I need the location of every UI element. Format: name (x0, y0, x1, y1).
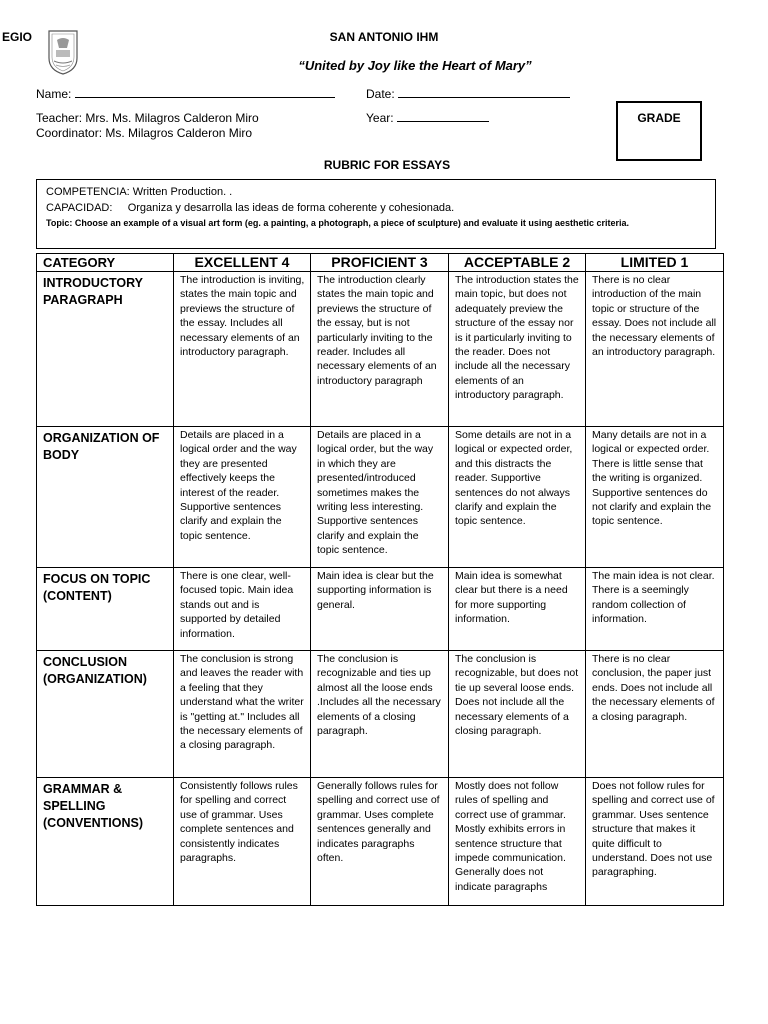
school-motto: “United by Joy like the Heart of Mary” (298, 58, 532, 73)
header-acceptable: ACCEPTABLE 2 (449, 254, 586, 272)
cell-excellent: There is one clear, well-focused topic. Main idea stands out and is supported by detailed information. (174, 568, 311, 651)
cell-limited: The main idea is not clear. There is a seemingly random collection of information. (586, 568, 724, 651)
row-category: FOCUS ON TOPIC (CONTENT) (37, 568, 174, 651)
table-row (37, 778, 724, 906)
cell-acceptable: Some details are not in a logical or expected order, and this distracts the reader. Supportive sentences do not always clarify and explain the topic sentence. (449, 427, 586, 568)
header-limited: LIMITED 1 (586, 254, 724, 272)
row-category: ORGANIZATION OF BODY (37, 427, 174, 568)
date-line[interactable] (398, 87, 570, 98)
capacidad-line (46, 200, 706, 216)
table-row (37, 427, 724, 568)
name-field[interactable] (36, 87, 335, 101)
cell-proficient: Generally follows rules for spelling and correct use of grammar. Uses complete sentences generally and indicates paragraphs often. (311, 778, 449, 906)
cell-limited: Many details are not in a logical or expected order. There is little sense that the writing is organized. Supportive sentences do not clarify and explain the topic sentence. (586, 427, 724, 568)
table-row (37, 568, 724, 651)
cell-proficient: Details are placed in a logical order, but the way in which they are presented/introduced sometimes makes the writing less interesting. Supportive sentences clarify and explain the topic sentence. (311, 427, 449, 568)
row-category: INTRODUCTORY PARAGRAPH (37, 272, 174, 427)
cell-acceptable: The conclusion is recognizable, but does not tie up several loose ends. Does not include all the necessary elements of a closing paragraph. (449, 651, 586, 778)
row-category: GRAMMAR & SPELLING (CONVENTIONS) (37, 778, 174, 906)
topic-label: Topic: (46, 218, 73, 228)
capacidad-text: Organiza y desarrolla las ideas de forma coherente y cohesionada. (127, 202, 455, 214)
header-proficient: PROFICIENT 3 (311, 254, 449, 272)
name-line[interactable] (75, 87, 335, 98)
name-label: Name: (36, 87, 72, 101)
row-category: CONCLUSION (ORGANIZATION) (37, 651, 174, 778)
cell-limited: There is no clear introduction of the main topic or structure of the essay. Does not include all the necessary elements of an introductory paragraph. (586, 272, 724, 427)
year-field[interactable] (366, 111, 489, 125)
cell-excellent: The conclusion is strong and leaves the reader with a feeling that they understand what the writer is "getting at." Includes all the necessary elements of a closing paragraph. (174, 651, 311, 778)
school-name-fragment: EGIO (2, 30, 33, 44)
cell-excellent: The introduction is inviting, states the main topic and previews the structure of the essay. Includes all necessary elements of an introductory paragraph. (174, 272, 311, 427)
topic-line (46, 217, 706, 229)
table-row (37, 272, 724, 427)
cell-acceptable: Mostly does not follow rules of spelling and correct use of grammar. Mostly exhibits errors in sentence structure that impede communication. Generally does not indicate paragraphs (449, 778, 586, 906)
school-name: SAN ANTONIO IHM (329, 30, 439, 44)
table-header-row (37, 254, 724, 272)
header-excellent: EXCELLENT 4 (174, 254, 311, 272)
coordinator-text: Coordinator: Ms. Milagros Calderon Miro (36, 126, 253, 140)
competency-box (36, 179, 716, 249)
date-label: Date: (366, 87, 395, 101)
cell-acceptable: The introduction states the main topic, but does not adequately preview the structure of the essay nor is it particularly inviting to the reader. Does not include all the necessary elements of an introductory paragraph. (449, 272, 586, 427)
header-category: CATEGORY (37, 254, 174, 272)
table-row (37, 651, 724, 778)
cell-proficient: The conclusion is recognizable and ties up almost all the loose ends .Includes all the necessary elements of a closing paragraph. (311, 651, 449, 778)
cell-proficient: The introduction clearly states the main topic and previews the structure of the essay, but is not particularly inviting to the reader. Includes all necessary elements of an introductory paragraph (311, 272, 449, 427)
cell-proficient: Main idea is clear but the supporting information is general. (311, 568, 449, 651)
teacher-text: Teacher: Mrs. Ms. Milagros Calderon Miro (36, 111, 259, 125)
rubric-title: RUBRIC FOR ESSAYS (323, 158, 451, 172)
date-field[interactable] (366, 87, 570, 101)
year-line[interactable] (397, 111, 489, 122)
cell-limited: Does not follow rules for spelling and correct use of grammar. Uses sentence structure that makes it quite difficult to understand. Does not use paragraphing. (586, 778, 724, 906)
cell-excellent: Details are placed in a logical order and the way they are presented effectively keeps the interest of the reader. Supportive sentences clarify and explain the topic sentence. (174, 427, 311, 568)
cell-limited: There is no clear conclusion, the paper just ends. Does not include all the necessary elements of a closing paragraph. (586, 651, 724, 778)
competencia-line: COMPETENCIA: Written Production. . (46, 186, 233, 198)
capacidad-label: CAPACIDAD: (46, 202, 113, 214)
topic-text: Choose an example of a visual art form (eg. a painting, a photograph, a piece of sculpture) and evaluate it using aesthetic criteria. (74, 218, 629, 228)
rubric-table (36, 253, 724, 906)
cell-acceptable: Main idea is somewhat clear but there is a need for more supporting information. (449, 568, 586, 651)
grade-label: GRADE (637, 111, 681, 125)
year-label: Year: (366, 111, 394, 125)
cell-excellent: Consistently follows rules for spelling and correct use of grammar. Uses complete sentences and consistently indicates paragraphs. (174, 778, 311, 906)
grade-box[interactable] (616, 101, 702, 161)
